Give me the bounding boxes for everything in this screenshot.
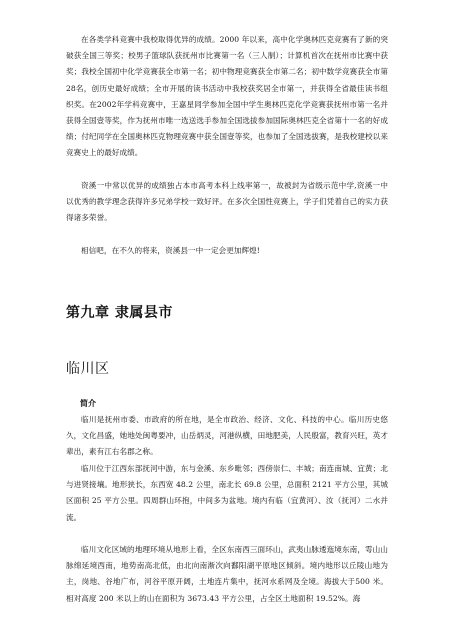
- chapter-title: 第九章 隶属县市: [66, 305, 173, 321]
- section-title: 临川区: [66, 361, 110, 377]
- paragraph-linchuan-geography: 临川文化区域的地理环境从地形上看，全区东南西三面环山，武夷山脉逶迤境东南，雩山山脉绵延境西南，地势南高北低，由北向南渐次向鄱阳湖平原地区倾斜。境内地形以丘陵山地为主，岗地、谷地广布，河谷平原开阔，土地连片集中，抚河水系网及全境。海拔大于500 米。相对高度 200 米以上的山在面积为 3673.43 平方公里，占全区土地面积 19.52%。海: [66, 545, 388, 603]
- paragraph-linchuan-overview: 临川是抚州市委、市政府的所在地，是全市政治、经济、文化、科技的中心。临川历史悠久，文化昌盛，她地处闽粤要冲，山岳炳灵，河港纵横，田地肥美，人民殷富，教育兴旺，英才辈出，素有江右名郡之称。: [66, 415, 388, 457]
- paragraph-linchuan-location: 临川位于江西东部抚河中游，东与金溪、东乡毗邻；西傍崇仁、丰城；南连南城、宜黄；北与进贤接壤。地形狭长，东西宽 48.2 公里，南北长 69.8 公里，总面积 2121 平方公里，其城区面积 25 平方公里。四周群山环抱，中间多为盆地。境内有临（宜黄河）、汝（抚河）二水并流。: [66, 464, 388, 522]
- paragraph-school-reputation: 资溪一中常以优异的成绩独占本市高考本科上线率第一，故被封为省级示范中学,资溪一中以优秀的教学理念获得许多兄弟学校一致好评。在多次全国性竞赛上，学子们凭着自己的实力获得诸多荣誉。: [66, 181, 388, 223]
- paragraph-future-outlook: 相信吧，在不久的将来，资溪县一中一定会更加辉煌!: [81, 246, 260, 255]
- subheading-intro: 简介: [80, 399, 96, 408]
- paragraph-competition-results: 在各类学科竞赛中我校取得优异的成绩。2000 年以来，高中化学奥林匹克竞赛有了新的突破获全国三等奖；校男子篮球队获抚州市比赛第一名（三人制）；计算机首次在抚州市比赛中获奖；我校全国初中化学竞赛获全市第一名；初中物理竞赛获全市第二名；初中数学竞赛获全市第28名，创历史最好成绩；全市开展的读书活动中我校获奖居全市第一，并获得全省最佳读书组织奖。在2002年学科竞赛中，王嘉星同学参加全国中学生奥林匹克化学竞赛获抚州市第一名并获得全国壹等奖，作为抚州市唯一选送选手参加全国选拔参加国际奥林匹克全省第十一名的好成绩；付纪同学在全国奥林匹克物理竞赛中获全国壹等奖，也参加了全国选拔赛，是我校建校以来竞赛史上的最好成绩。: [66, 35, 388, 158]
